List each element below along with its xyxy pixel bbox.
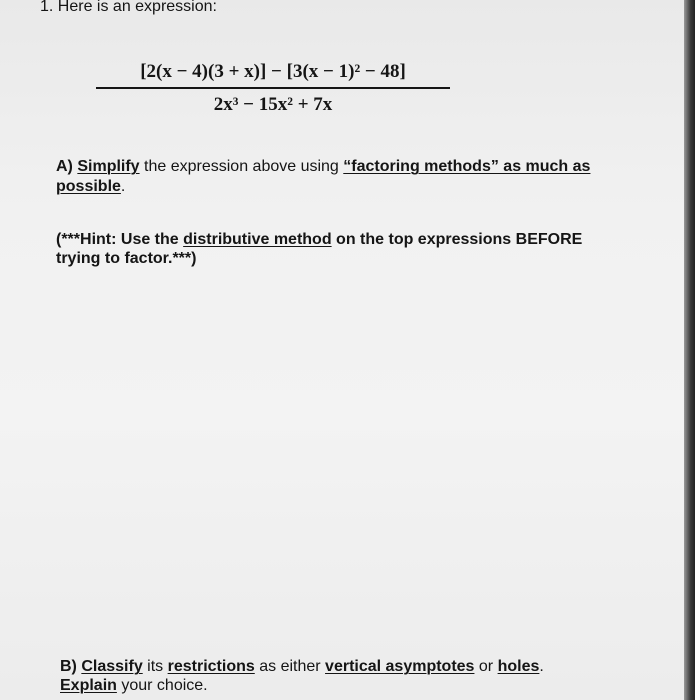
factoring-methods-phrase: “factoring methods” as much as bbox=[343, 158, 591, 175]
page-edge-shadow bbox=[684, 0, 695, 700]
question-heading bbox=[40, 0, 217, 16]
explain-word: Explain bbox=[60, 677, 117, 694]
possible-word: possible bbox=[56, 178, 121, 195]
its-word: its bbox=[147, 658, 164, 675]
or-word: or bbox=[478, 658, 494, 675]
hint-start: (***Hint: Use the bbox=[56, 231, 179, 248]
hint-line-2 bbox=[56, 249, 196, 268]
holes-word: holes bbox=[497, 658, 540, 675]
restrictions-word: restrictions bbox=[167, 658, 255, 675]
as-either-text: as either bbox=[259, 658, 321, 675]
part-b-period: . bbox=[539, 658, 544, 675]
classify-word: Classify bbox=[81, 658, 143, 675]
hint-line-1 bbox=[56, 230, 582, 249]
part-b-line-2 bbox=[60, 676, 208, 695]
expression-numerator: [2(x − 4)(3 + x)] − [3(x − 1)² − 48] bbox=[140, 61, 406, 82]
distributive-method-phrase: distributive method bbox=[183, 231, 332, 248]
part-a-period: . bbox=[120, 178, 126, 195]
hint-end: on the top expressions BEFORE bbox=[336, 231, 583, 248]
hint-line-2-text: trying to factor.***) bbox=[56, 250, 197, 267]
part-a-text: the expression above using bbox=[144, 158, 339, 175]
part-a-line-2 bbox=[56, 177, 125, 196]
fraction-bar bbox=[96, 87, 450, 89]
part-b-label: B) bbox=[60, 658, 77, 675]
simplify-word: Simplify bbox=[77, 158, 140, 175]
expression-denominator: 2x³ − 15x² + 7x bbox=[213, 94, 333, 115]
part-a-label: A) bbox=[56, 158, 73, 175]
expression-fraction bbox=[96, 60, 450, 117]
vertical-asymptotes-phrase: vertical asymptotes bbox=[325, 658, 475, 675]
your-choice-text: your choice. bbox=[121, 677, 208, 694]
heading-text: 1. Here is an expression: bbox=[40, 0, 217, 15]
part-a-line-1 bbox=[56, 157, 590, 176]
part-b-line-1 bbox=[60, 657, 544, 676]
